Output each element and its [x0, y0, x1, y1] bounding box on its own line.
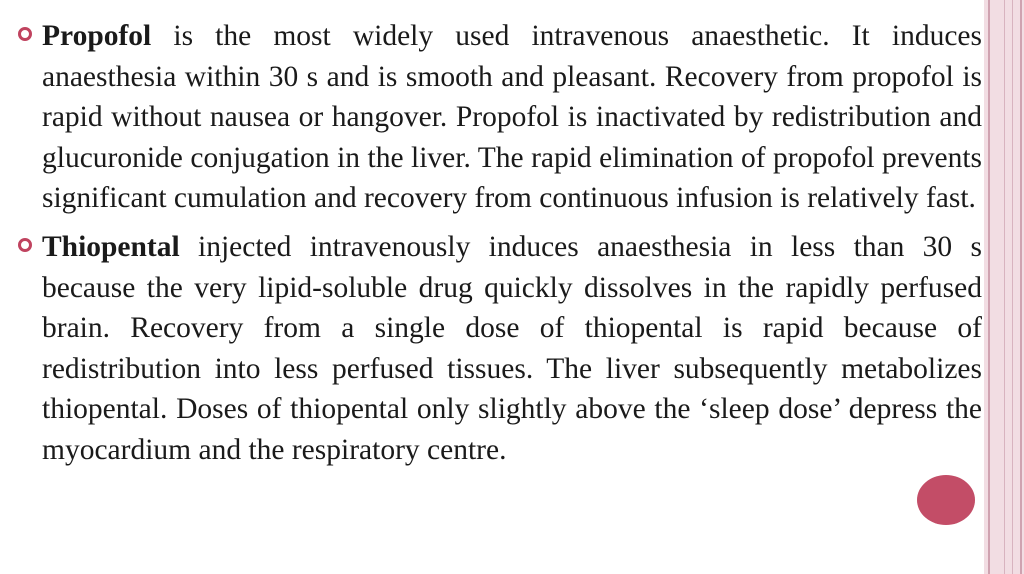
bullet-item-thiopental	[14, 227, 982, 471]
right-border-decoration	[984, 0, 1024, 574]
slide-content	[14, 16, 982, 479]
border-line	[988, 0, 990, 574]
bullet-item-propofol	[14, 16, 982, 219]
bullet-term: Thiopental	[42, 230, 180, 263]
bullet-text: is the most widely used intravenous anaesthetic. It induces anaesthesia within 30 s and is smooth and pleasant. Recovery from propofol is rapid without nausea or hangover. Propofol is inactivated by redistribution and glucuronide conjugation in the liver. The rapid elimination of propofol prevents significant cumulation and recovery from continuous infusion is relatively fast.	[42, 20, 982, 215]
bullet-text: injected intravenously induces anaesthesia in less than 30 s because the very lipid-soluble drug quickly dissolves in the rapidly perfused brain. Recovery from a single dose of thiopental is rapid because of redistribution into less perfused tissues. The liver subsequently metabolizes thiopental. Doses of thiopental only slightly above the ‘sleep dose’ depress the myocardium and the respiratory centre.	[42, 230, 982, 466]
ring-bullet-icon	[18, 27, 32, 41]
circle-dot-icon	[917, 475, 975, 525]
ring-bullet-icon	[18, 238, 32, 252]
border-line	[1020, 0, 1022, 574]
border-line	[1004, 0, 1005, 574]
bullet-term: Propofol	[42, 20, 152, 52]
border-line	[1012, 0, 1013, 574]
